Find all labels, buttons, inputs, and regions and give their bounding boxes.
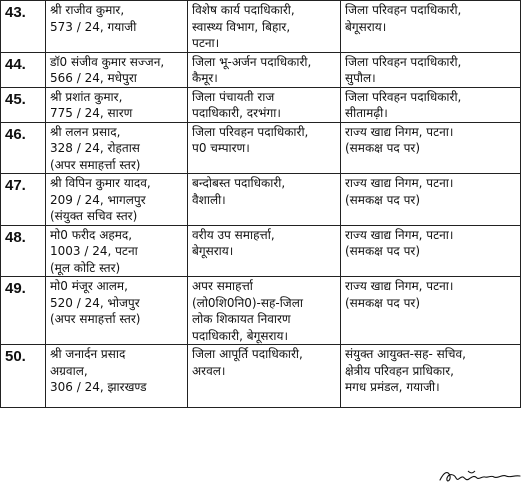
serial-number: 50. [1, 345, 46, 408]
current-posting-line: अपर समाहर्त्ता [192, 279, 253, 293]
current-posting-line: जिला पंचायती राज [192, 89, 275, 104]
officer-line: 520 / 24, भोजपुर [50, 295, 140, 310]
officer-line: श्री राजीव कुमार, [50, 3, 125, 17]
new-posting-line: राज्य खाद्य निगम, पटना। [345, 124, 454, 139]
officer-line: 573 / 24, गयाजी [50, 19, 137, 34]
officer-line: 328 / 24, रोहतास [50, 141, 140, 155]
table-row [1, 225, 521, 277]
new-posting-line: (समकक्ष पद पर) [345, 192, 421, 207]
table-body [1, 1, 521, 408]
new-posting-line: जिला परिवहन पदाधिकारी, [345, 89, 462, 104]
current-posting-line: विशेष कार्य पदाधिकारी, [192, 3, 295, 17]
table-row [1, 52, 521, 87]
new-posting-line: राज्य खाद्य निगम, पटना। [345, 279, 454, 293]
serial-number: 43. [1, 1, 46, 53]
serial-number: 46. [1, 122, 46, 174]
new-posting-line: राज्य खाद्य निगम, पटना। [345, 227, 454, 242]
new-posting-line: सुपौल। [345, 71, 376, 85]
officer-line: मो0 मंजूर आलम, [50, 279, 128, 293]
current-posting-line: वरीय उप समाहर्त्ता, [192, 227, 275, 242]
new-posting-line: (समकक्ष पद पर) [345, 141, 421, 155]
new-posting-line: (समकक्ष पद पर) [345, 244, 421, 258]
officer-line: 775 / 24, सारण [50, 106, 133, 120]
new-posting-cell [341, 345, 521, 408]
current-posting-line: पदाधिकारी, बेगूसराय। [192, 328, 288, 343]
current-posting-line: (लो0शि0नि0)-सह-जिला [192, 295, 303, 310]
current-posting-cell [188, 225, 341, 277]
new-posting-line: (समकक्ष पद पर) [345, 295, 421, 310]
new-posting-cell [341, 174, 521, 226]
new-posting-line: बेगूसराय। [345, 19, 387, 34]
officer-line: श्री प्रशांत कुमार, [50, 89, 123, 104]
officer-name-cell [46, 87, 188, 122]
new-posting-cell [341, 122, 521, 174]
officer-line: (मूल कोटि स्तर) [50, 260, 121, 275]
new-posting-cell [341, 225, 521, 277]
current-posting-line: पदाधिकारी, दरभंगा। [192, 106, 281, 120]
new-posting-line: जिला परिवहन पदाधिकारी, [345, 3, 462, 17]
new-posting-cell [341, 87, 521, 122]
current-posting-cell [188, 52, 341, 87]
current-posting-cell [188, 345, 341, 408]
officer-name-cell [46, 225, 188, 277]
current-posting-cell [188, 87, 341, 122]
officer-name-cell [46, 277, 188, 345]
table-row [1, 345, 521, 408]
new-posting-line: संयुक्त आयुक्त-सह- सचिव, [345, 347, 466, 361]
officer-name-cell [46, 345, 188, 408]
officer-line: डॉ0 संजीव कुमार सज्जन, [50, 54, 165, 69]
current-posting-line: वैशाली। [192, 192, 226, 207]
table-row [1, 1, 521, 53]
table-row [1, 174, 521, 226]
new-posting-line: राज्य खाद्य निगम, पटना। [345, 176, 454, 190]
serial-number: 45. [1, 87, 46, 122]
officer-line: श्री जनार्दन प्रसाद [50, 347, 126, 361]
current-posting-line: पटना। [192, 36, 220, 50]
new-posting-line: क्षेत्रीय परिवहन प्राधिकार, [345, 363, 454, 378]
current-posting-line: स्वास्थ्य विभाग, बिहार, [192, 19, 291, 34]
officer-name-cell [46, 1, 188, 53]
officer-line: अग्रवाल, [50, 363, 88, 378]
serial-number: 49. [1, 277, 46, 345]
new-posting-cell [341, 1, 521, 53]
current-posting-line: बन्दोबस्त पदाधिकारी, [192, 176, 286, 190]
officer-line: (अपर समाहर्त्ता स्तर) [50, 157, 141, 172]
officer-line: (संयुक्त सचिव स्तर) [50, 209, 138, 223]
officer-line: 306 / 24, झारखण्ड [50, 380, 147, 394]
current-posting-line: जिला आपूर्ति पदाधिकारी, [192, 347, 303, 361]
serial-number: 48. [1, 225, 46, 277]
serial-number: 47. [1, 174, 46, 226]
signature-scribble [438, 466, 522, 486]
new-posting-line: सीतामढ़ी। [345, 106, 388, 120]
current-posting-line: प0 चम्पारण। [192, 141, 250, 155]
new-posting-line: जिला परिवहन पदाधिकारी, [345, 54, 462, 69]
new-posting-cell [341, 52, 521, 87]
current-posting-cell [188, 122, 341, 174]
current-posting-line: अरवल। [192, 363, 226, 378]
officer-line: 209 / 24, भागलपुर [50, 192, 146, 207]
current-posting-line: लोक शिकायत निवारण [192, 312, 291, 326]
current-posting-cell [188, 174, 341, 226]
current-posting-cell [188, 277, 341, 345]
current-posting-cell [188, 1, 341, 53]
officer-name-cell [46, 52, 188, 87]
officer-line: श्री ललन प्रसाद, [50, 124, 121, 139]
current-posting-line: जिला भू-अर्जन पदाधिकारी, [192, 54, 312, 69]
officer-line: (अपर समाहर्त्ता स्तर) [50, 312, 141, 326]
table-row [1, 122, 521, 174]
officer-line: मो0 फरीद अहमद, [50, 227, 133, 242]
officer-line: 1003 / 24, पटना [50, 244, 138, 258]
current-posting-line: बेगूसराय। [192, 244, 234, 258]
officer-line: 566 / 24, मधेपुरा [50, 71, 137, 85]
new-posting-cell [341, 277, 521, 345]
table-row [1, 87, 521, 122]
serial-number: 44. [1, 52, 46, 87]
table-row [1, 277, 521, 345]
current-posting-line: कैमूर। [192, 71, 218, 85]
officer-name-cell [46, 174, 188, 226]
officer-line: श्री विपिन कुमार यादव, [50, 176, 151, 190]
officer-name-cell [46, 122, 188, 174]
current-posting-line: जिला परिवहन पदाधिकारी, [192, 124, 309, 139]
new-posting-line: मगध प्रमंडल, गयाजी। [345, 380, 440, 394]
